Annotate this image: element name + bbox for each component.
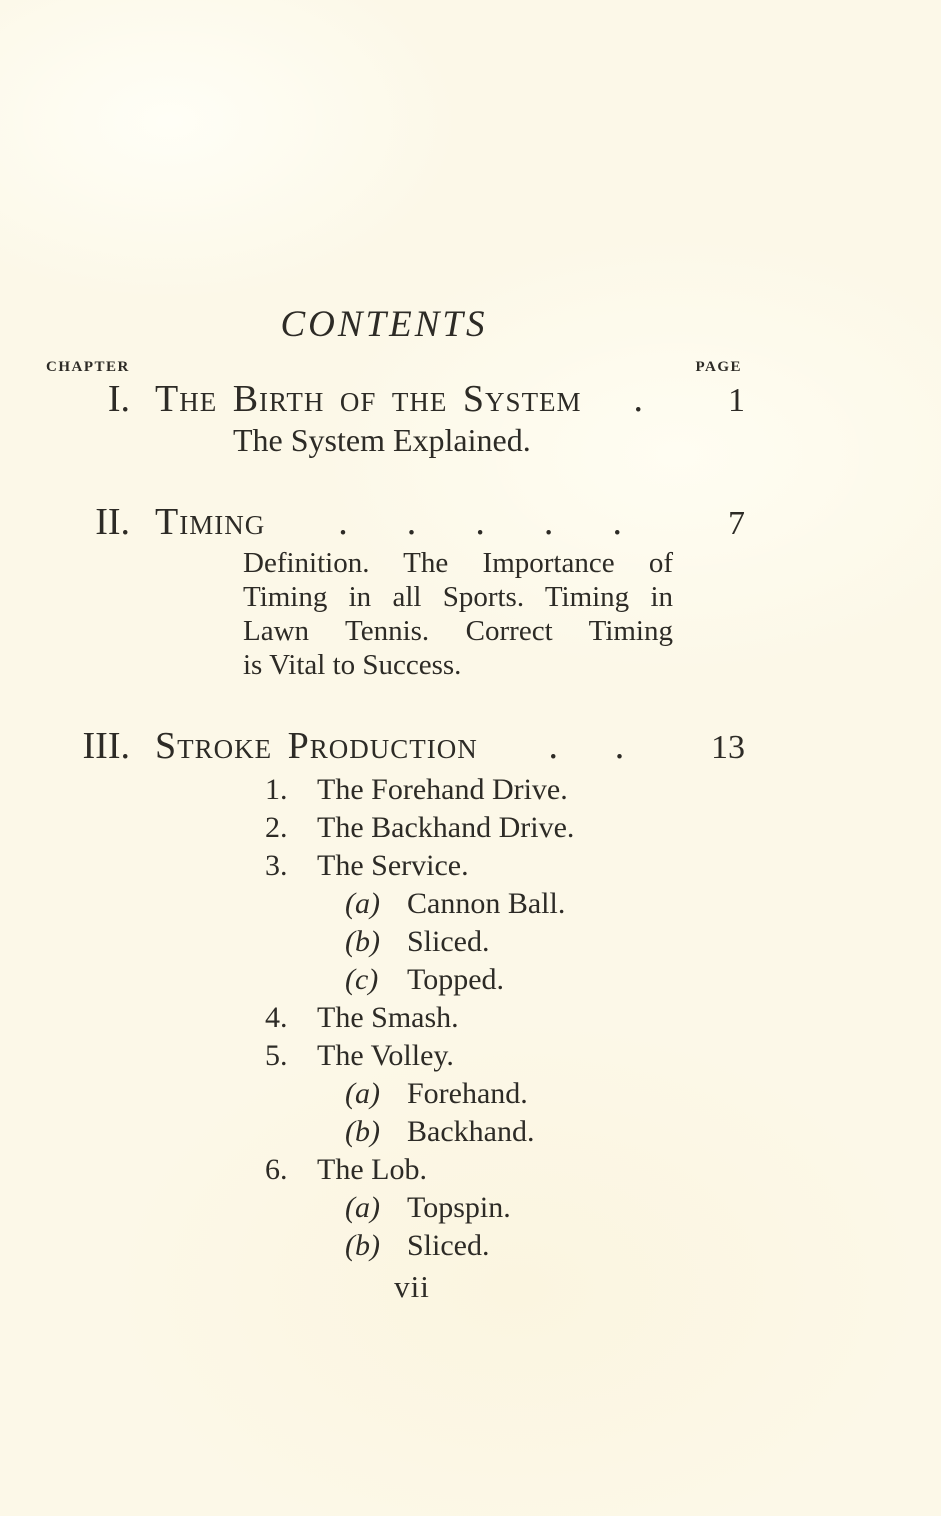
list-item <box>265 847 765 885</box>
list-item <box>265 1151 765 1189</box>
list-item-label: (b) <box>345 1229 380 1262</box>
list-item <box>265 809 765 847</box>
page-title: CONTENTS <box>280 304 488 345</box>
leader-dot: . <box>614 725 625 767</box>
description-line: Definition. The Importance of <box>243 547 673 579</box>
list-item-text: Sliced. <box>407 925 490 958</box>
list-subitem <box>265 1113 765 1151</box>
list-item-label: 4. <box>265 1001 288 1034</box>
list-subitem <box>265 885 765 923</box>
leader-dot: . <box>633 378 644 420</box>
leader-dot: . <box>406 501 417 543</box>
leader-dot: . <box>612 501 622 543</box>
chapter-3-title: Stroke Production <box>155 725 478 767</box>
chapter-1-title: The Birth of the System <box>155 378 582 420</box>
list-item-label: 2. <box>265 811 288 844</box>
chapter-2-dot-leader <box>265 503 695 541</box>
list-item-label: (a) <box>345 1191 380 1224</box>
list-subitem <box>265 1075 765 1113</box>
list-item <box>265 1037 765 1075</box>
chapter-2-description <box>243 546 673 682</box>
description-line: is Vital to Success. <box>243 649 462 681</box>
list-item-text: Forehand. <box>407 1077 528 1110</box>
list-item-text: Sliced. <box>407 1229 490 1262</box>
page-column-label: PAGE <box>695 359 742 375</box>
list-item-text: Topped. <box>407 963 505 996</box>
list-item-text: The Forehand Drive. <box>317 773 568 806</box>
chapter-1-numeral: I. <box>107 378 130 420</box>
list-subitem <box>265 1189 765 1227</box>
folio-page-number: vii <box>394 1269 430 1304</box>
chapter-1-page-number: 1 <box>728 382 745 419</box>
leader-dot: . <box>543 501 554 543</box>
chapter-1-dot-leader <box>582 380 695 418</box>
list-item-text: The Smash. <box>317 1001 459 1034</box>
list-item-text: Cannon Ball. <box>407 887 566 920</box>
list-item-label: (c) <box>345 963 379 996</box>
list-item-label: (a) <box>345 1077 380 1110</box>
toc-entry-chapter-3 <box>0 725 745 769</box>
description-line: Timing in all Sports. Timing in <box>243 581 673 613</box>
chapter-3-item-list <box>265 771 765 1265</box>
list-item-label: 3. <box>265 849 288 882</box>
chapter-2-numeral: II. <box>95 501 130 543</box>
chapter-3-dot-leader <box>478 727 695 765</box>
description-line: Lawn Tennis. Correct Timing <box>243 615 673 647</box>
chapter-column-label: CHAPTER <box>46 359 130 375</box>
list-item-label: 1. <box>265 773 288 806</box>
chapter-3-numeral: III. <box>82 725 130 767</box>
chapter-3-page-number: 13 <box>711 729 745 766</box>
leader-dot: . <box>475 501 485 543</box>
list-item <box>265 771 765 809</box>
list-item <box>265 999 765 1037</box>
list-item-label: 5. <box>265 1039 288 1072</box>
list-item-label: (b) <box>345 925 380 958</box>
list-item-text: Backhand. <box>407 1115 535 1148</box>
leader-dot: . <box>548 725 558 767</box>
list-item-text: The Backhand Drive. <box>317 811 575 844</box>
chapter-2-title: Timing <box>155 501 266 543</box>
list-subitem <box>265 1227 765 1265</box>
leader-dot: . <box>338 501 348 543</box>
list-subitem <box>265 961 765 999</box>
toc-entry-chapter-2 <box>0 501 745 545</box>
toc-entry-chapter-1 <box>0 378 745 422</box>
list-item-label: 6. <box>265 1153 288 1186</box>
list-item-text: The Service. <box>317 849 469 882</box>
list-item-text: The Volley. <box>317 1039 454 1072</box>
list-item-label: (b) <box>345 1115 380 1148</box>
chapter-2-page-number: 7 <box>728 505 745 542</box>
list-subitem <box>265 923 765 961</box>
chapter-1-subtitle: The System Explained. <box>233 422 531 458</box>
list-item-text: The Lob. <box>317 1153 427 1186</box>
list-item-label: (a) <box>345 887 380 920</box>
list-item-text: Topspin. <box>407 1191 511 1224</box>
